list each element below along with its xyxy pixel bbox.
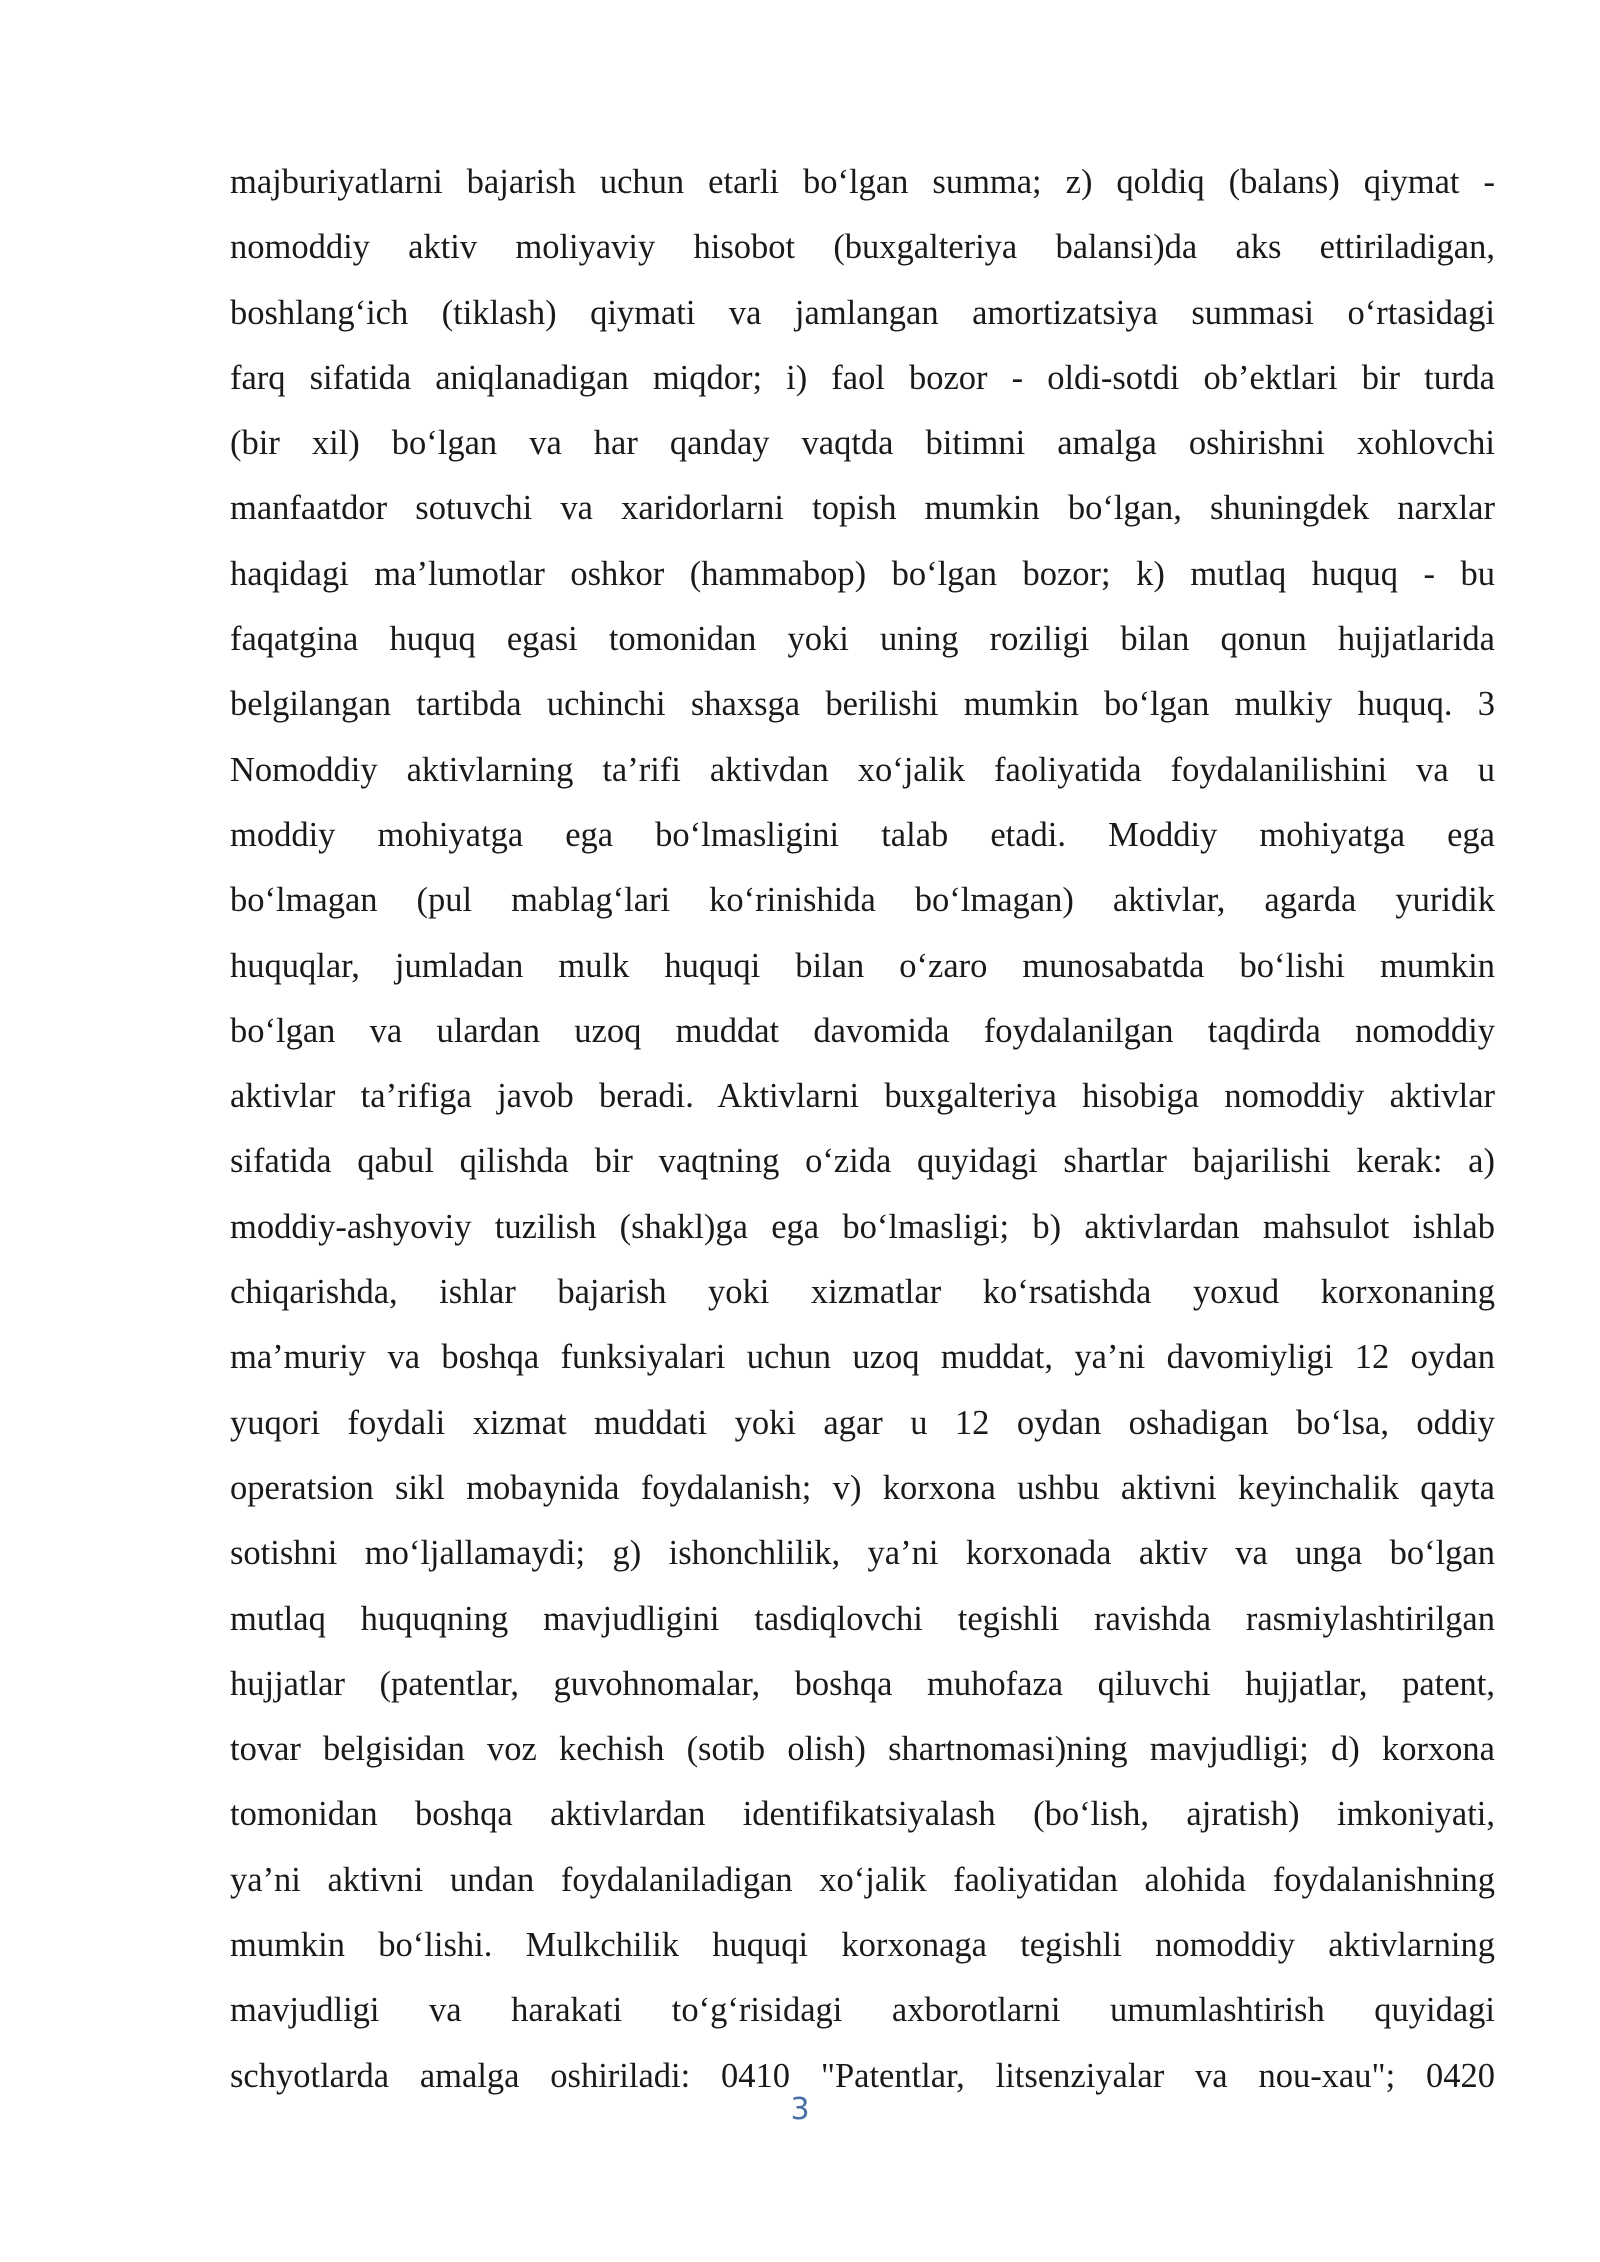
text-line: faqatgina huquq egasi tomonidan yoki uning roziligi bilan qonun hujjatlarida: [230, 620, 1495, 659]
text-line: bo‘lgan va ulardan uzoq muddat davomida foydalanilgan taqdirda nomoddiy: [230, 1011, 1495, 1050]
text-line: chiqarishda, ishlar bajarish yoki xizmatlar ko‘rsatishda yoxud korxonaning: [230, 1273, 1495, 1312]
text-line: yuqori foydali xizmat muddati yoki agar u 12 oydan oshadigan bo‘lsa, oddiy: [230, 1403, 1495, 1442]
text-line: majburiyatlarni bajarish uchun etarli bo‘lgan summa; z) qoldiq (balans) qiymat -: [230, 163, 1495, 201]
text-line: tomonidan boshqa aktivlardan identifikatsiyalash (bo‘lish, ajratish) imkoniyati,: [230, 1795, 1495, 1834]
text-line: ma’muriy va boshqa funksiyalari uchun uzoq muddat, ya’ni davomiyligi 12 oydan: [230, 1338, 1495, 1377]
text-line: haqidagi ma’lumotlar oshkor (hammabop) bo‘lgan bozor; k) mutlaq huquq - bu: [230, 554, 1495, 593]
text-line: mumkin bo‘lishi. Mulkchilik huquqi korxonaga tegishli nomoddiy aktivlarning: [230, 1926, 1495, 1965]
text-line: boshlang‘ich (tiklash) qiymati va jamlangan amortizatsiya summasi o‘rtasidagi: [230, 293, 1495, 332]
body-text: [230, 150, 1495, 2109]
text-line: nomoddiy aktiv moliyaviy hisobot (buxgalteriya balansi)da aks ettiriladigan,: [230, 228, 1495, 267]
text-line: moddiy-ashyoviy tuzilish (shakl)ga ega bo‘lmasligi; b) aktivlardan mahsulot ishlab: [230, 1207, 1495, 1246]
text-line: farq sifatida aniqlanadigan miqdor; i) faol bozor - oldi-sotdi ob’ektlari bir turda: [230, 358, 1495, 397]
text-line: mutlaq huquqning mavjudligini tasdiqlovchi tegishli ravishda rasmiylashtirilgan: [230, 1599, 1495, 1638]
text-line: huquqlar, jumladan mulk huquqi bilan o‘zaro munosabatda bo‘lishi mumkin: [230, 946, 1495, 985]
text-line: moddiy mohiyatga ega bo‘lmasligini talab etadi. Moddiy mohiyatga ega: [230, 815, 1495, 854]
text-line: bo‘lmagan (pul mablag‘lari ko‘rinishida bo‘lmagan) aktivlar, agarda yuridik: [230, 881, 1495, 920]
text-line: hujjatlar (patentlar, guvohnomalar, boshqa muhofaza qiluvchi hujjatlar, patent,: [230, 1664, 1495, 1703]
text-line: sifatida qabul qilishda bir vaqtning o‘zida quyidagi shartlar bajarilishi kerak: a): [230, 1142, 1495, 1181]
text-line: schyotlarda amalga oshiriladi: 0410 "Patentlar, litsenziyalar va nou-xau"; 0420: [230, 2056, 1495, 2095]
text-line: sotishni mo‘ljallamaydi; g) ishonchlilik, ya’ni korxonada aktiv va unga bo‘lgan: [230, 1534, 1495, 1573]
text-line: manfaatdor sotuvchi va xaridorlarni topish mumkin bo‘lgan, shuningdek narxlar: [230, 489, 1495, 528]
text-line: (bir xil) bo‘lgan va har qanday vaqtda bitimni amalga oshirishni xohlovchi: [230, 424, 1495, 463]
text-line: belgilangan tartibda uchinchi shaxsga berilishi mumkin bo‘lgan mulkiy huquq. 3: [230, 685, 1495, 724]
text-line: operatsion sikl mobaynida foydalanish; v) korxona ushbu aktivni keyinchalik qayta: [230, 1468, 1495, 1507]
text-line: Nomoddiy aktivlarning ta’rifi aktivdan xo‘jalik faoliyatida foydalanilishini va u: [230, 750, 1495, 789]
text-line: mavjudligi va harakati to‘g‘risidagi axborotlarni umumlashtirish quyidagi: [230, 1991, 1495, 2030]
text-line: ya’ni aktivni undan foydalaniladigan xo‘jalik faoliyatidan alohida foydalanishning: [230, 1860, 1495, 1899]
page-number: 3: [790, 2092, 810, 2127]
text-line: aktivlar ta’rifiga javob beradi. Aktivlarni buxgalteriya hisobiga nomoddiy aktivlar: [230, 1077, 1495, 1116]
text-line: tovar belgisidan voz kechish (sotib olish) shartnomasi)ning mavjudligi; d) korxona: [230, 1730, 1495, 1769]
